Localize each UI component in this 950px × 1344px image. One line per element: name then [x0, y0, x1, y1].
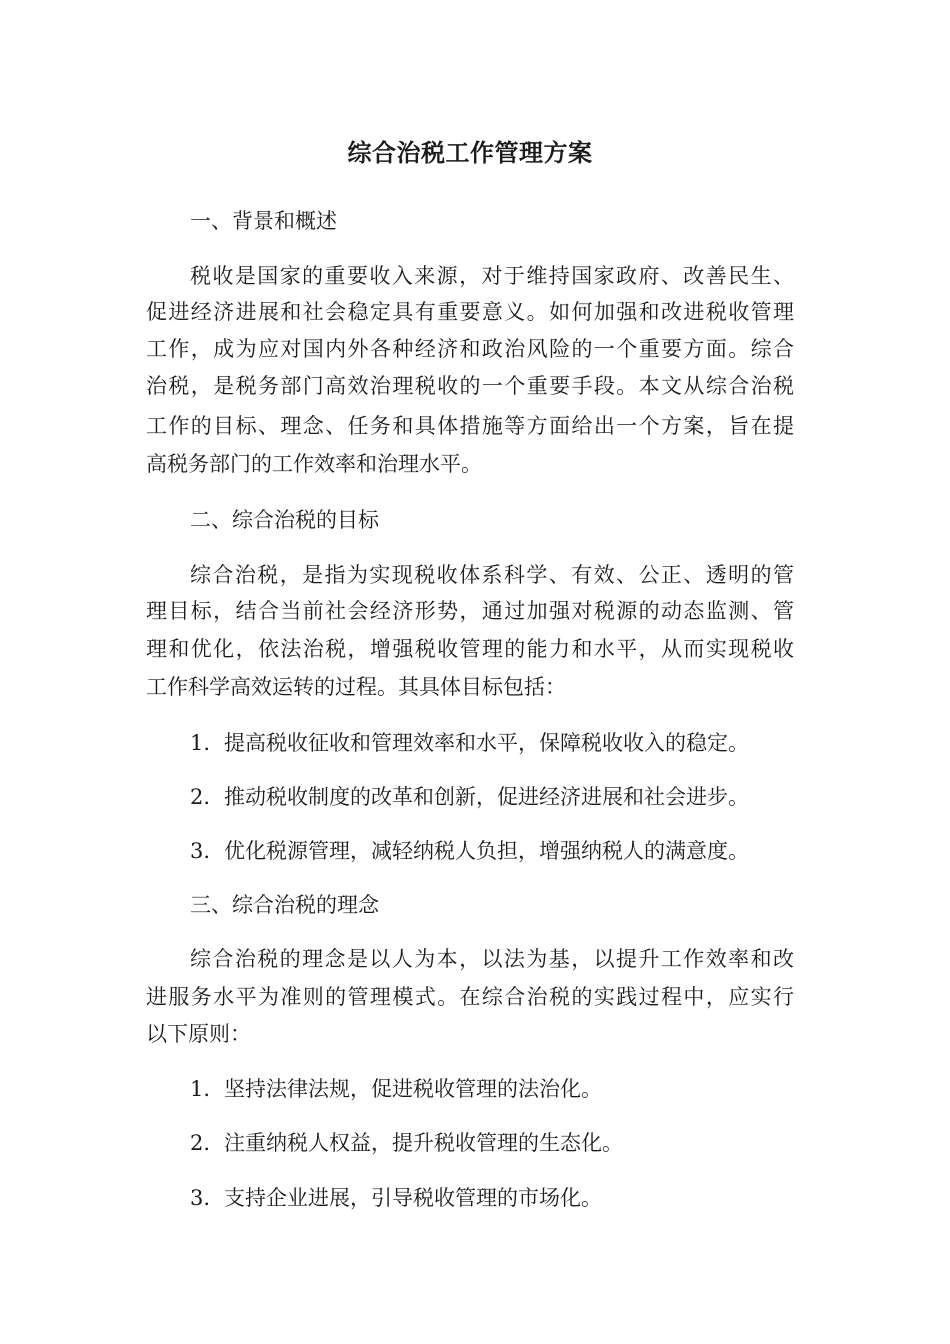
paragraph-line: 工作，成为应对国内外各种经济和政治风险的一个重要方面。综合	[146, 337, 794, 361]
list-item	[190, 1128, 794, 1158]
list-item	[190, 1183, 794, 1213]
section-heading: 三、综合治税的理念	[190, 893, 379, 917]
paragraph-line: 理目标，结合当前社会经济形势，通过加强对税源的动态监测、管	[146, 599, 794, 623]
list-item-text: 注重纳税人权益，提升税收管理的生态化。	[224, 1131, 623, 1155]
paragraph-line: 理和优化，依法治税，增强税收管理的能力和水平，从而实现税收	[146, 637, 794, 661]
list-item-number: 2.	[190, 785, 211, 809]
list-item-number: 2.	[190, 1131, 211, 1155]
list-item	[190, 728, 794, 758]
paragraph-line: 促进经济进展和社会稳定具有重要意义。如何加强和改进税收管理	[146, 300, 794, 324]
paragraph-line: 税收是国家的重要收入来源，对于维持国家政府、改善民生、	[190, 264, 794, 288]
list-item-text: 坚持法律法规，促进税收管理的法治化。	[224, 1077, 602, 1101]
list-item	[190, 1074, 794, 1104]
document-title: 综合治税工作管理方案	[347, 139, 593, 167]
section-heading: 一、背景和概述	[190, 209, 337, 233]
paragraph-line: 工作的目标、理念、任务和具体措施等方面给出一个方案，旨在提	[146, 414, 794, 438]
list-item-text: 推动税收制度的改革和创新，促进经济进展和社会进步。	[224, 785, 749, 809]
paragraph-line: 工作科学高效运转的过程。其具体目标包括：	[146, 675, 566, 699]
paragraph-line: 高税务部门的工作效率和治理水平。	[146, 452, 482, 476]
paragraph-line: 综合治税，是指为实现税收体系科学、有效、公正、透明的管	[190, 563, 794, 587]
list-item-text: 提高税收征收和管理效率和水平，保障税收收入的稳定。	[224, 731, 749, 755]
paragraph-line: 综合治税的理念是以人为本，以法为基，以提升工作效率和改	[190, 947, 794, 971]
list-item-text: 优化税源管理，减轻纳税人负担，增强纳税人的满意度。	[224, 839, 749, 863]
paragraph-line: 进服务水平为准则的管理模式。在综合治税的实践过程中，应实行	[146, 985, 794, 1009]
list-item	[190, 782, 794, 812]
list-item-number: 1.	[190, 731, 211, 755]
paragraph-line: 治税，是税务部门高效治理税收的一个重要手段。本文从综合治税	[146, 374, 794, 398]
list-item-number: 1.	[190, 1077, 211, 1101]
section-heading: 二、综合治税的目标	[190, 508, 379, 532]
list-item	[190, 836, 794, 866]
list-item-number: 3.	[190, 1186, 211, 1210]
paragraph-line: 以下原则：	[146, 1022, 251, 1046]
list-item-text: 支持企业进展，引导税收管理的市场化。	[224, 1186, 602, 1210]
list-item-number: 3.	[190, 839, 211, 863]
